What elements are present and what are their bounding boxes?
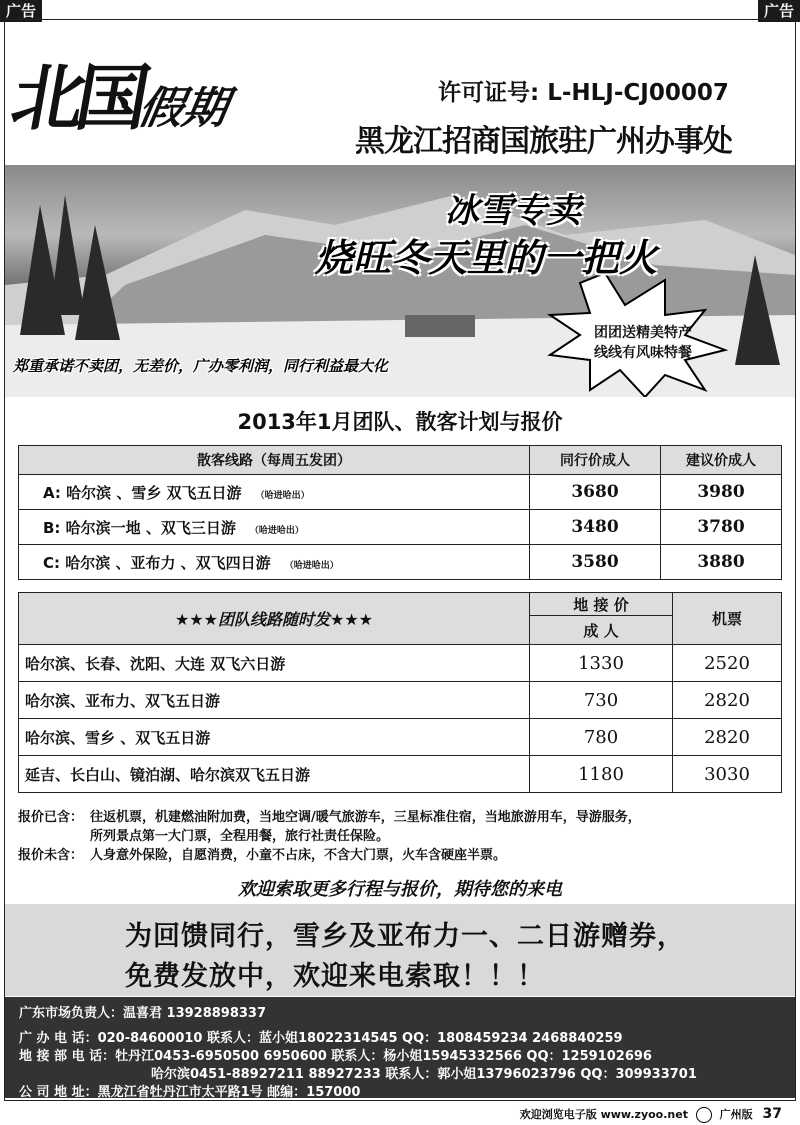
local-price: 780 <box>530 719 673 756</box>
ad-tag-right: 广告 <box>758 0 800 22</box>
page-number: 37 <box>762 1106 782 1122</box>
footer-text: 欢迎浏览电子版 www.zyoo.net <box>519 1108 688 1121</box>
scatter-price-table <box>18 445 782 580</box>
winter-banner <box>5 165 795 397</box>
table-header-row <box>19 446 782 475</box>
table-row <box>19 682 782 719</box>
route-name: B: 哈尔滨一地 、双飞三日游 <box>43 518 236 537</box>
contact-line5: 公 司 地 址：黑龙江省牡丹江市太平路1号 邮编：157000 <box>19 1085 361 1100</box>
group-price-table <box>18 592 782 793</box>
star-line2: 线线有风味特餐 <box>594 345 692 361</box>
price-inclusions <box>18 808 788 865</box>
route-note: （哈进哈出） <box>255 490 310 501</box>
local-price: 1330 <box>530 645 673 682</box>
suggested-price: 3980 <box>661 475 782 510</box>
table-header-row <box>19 593 782 616</box>
header-local-price: 地 接 价 <box>530 593 673 616</box>
local-price: 1180 <box>530 756 673 793</box>
starburst-text <box>573 323 713 363</box>
ticket-price: 2820 <box>673 682 782 719</box>
group-title: ★★★团队线路随时发★★★ <box>19 593 530 645</box>
ticket-price: 3030 <box>673 756 782 793</box>
route-name: 哈尔滨、雪乡 、双飞五日游 <box>19 719 530 756</box>
contact-line3: 地 接 部 电 话：牡丹江0453-6950500 6950600 联系人：杨小姐15945332566 QQ：1259102696 <box>19 1049 652 1064</box>
agency-name: 黑龙江招商国旅驻广州办事处 <box>355 124 732 159</box>
red-logo-icon <box>696 1107 712 1123</box>
contact-line4: 哈尔滨0451-88927211 88927233 联系人：郭小姐13796023796 QQ：309933701 <box>151 1067 697 1082</box>
page-footer <box>520 1106 782 1123</box>
brand-logo <box>5 40 239 144</box>
route-name: 延吉、长白山、镜泊湖、哈尔滨双飞五日游 <box>19 756 530 793</box>
star-line1: 团团送精美特产 <box>594 325 692 341</box>
contact-line2: 广 办 电 话：020-84600010 联系人：蓝小姐18022314545 QQ：1808459234 2468840259 <box>19 1031 623 1046</box>
header-peer-price: 同行价成人 <box>530 446 661 475</box>
welcome-text: 欢迎索取更多行程与报价，期待您的来电 <box>238 879 562 900</box>
slogan-line1: 冰雪专卖 <box>445 191 581 231</box>
table-row <box>19 756 782 793</box>
included-line1: 往返机票，机建燃油附加费，当地空调/暖气旅游车，三星标准住宿，当地旅游用车，导游服务， <box>90 810 641 825</box>
peer-price: 3580 <box>530 545 661 580</box>
local-price: 730 <box>530 682 673 719</box>
route-name: 哈尔滨、亚布力、双飞五日游 <box>19 682 530 719</box>
suggested-price: 3880 <box>661 545 782 580</box>
footer-edition: 广州版 <box>719 1108 753 1121</box>
promise-text: 郑重承诺不卖团，无差价，广办零利润，同行利益最大化 <box>13 357 389 375</box>
slogan-line2: 烧旺冬天里的一把火 <box>315 235 658 280</box>
route-name: C: 哈尔滨 、亚布力 、双飞四日游 <box>43 553 271 572</box>
gift-line1: 为回馈同行，雪乡及亚布力一、二日游赠券， <box>125 921 685 952</box>
logo-big-text: 北国 <box>5 55 149 140</box>
table-row <box>19 510 782 545</box>
route-note: （哈进哈出） <box>249 525 304 536</box>
header-ticket: 机票 <box>673 593 782 645</box>
route-name: 哈尔滨、长春、沈阳、大连 双飞六日游 <box>19 645 530 682</box>
table-row <box>19 545 782 580</box>
contact-info <box>5 997 795 1098</box>
table-row <box>19 475 782 510</box>
gift-coupon-box <box>5 904 795 996</box>
header-adult: 成 人 <box>530 616 673 645</box>
included-line2: 所列景点第一大门票，全程用餐，旅行社责任保险。 <box>90 829 390 844</box>
header-suggested-price: 建议价成人 <box>661 446 782 475</box>
gift-line2: 免费发放中，欢迎来电索取！！！ <box>125 961 545 992</box>
ticket-price: 2520 <box>673 645 782 682</box>
route-name: A: 哈尔滨 、雪乡 双飞五日游 <box>43 483 242 502</box>
excluded-label: 报价未含： <box>18 848 84 863</box>
included-label: 报价已含： <box>18 810 84 825</box>
route-note: （哈进哈出） <box>284 560 339 571</box>
excluded-line: 人身意外保险，自愿消费，小童不占床，不含大门票，火车含硬座半票。 <box>90 848 507 863</box>
ticket-price: 2820 <box>673 719 782 756</box>
logo-small-text: 假期 <box>134 83 232 134</box>
contact-line1: 广东市场负责人：温喜君 13928898337 <box>19 1006 267 1021</box>
table-row <box>19 719 782 756</box>
suggested-price: 3780 <box>661 510 782 545</box>
plan-title: 2013年1月团队、散客计划与报价 <box>237 410 563 434</box>
ad-tag-left: 广告 <box>0 0 42 22</box>
peer-price: 3480 <box>530 510 661 545</box>
peer-price: 3680 <box>530 475 661 510</box>
license-number: 许可证号: L-HLJ-CJ00007 <box>438 80 729 106</box>
table-row <box>19 645 782 682</box>
header-route: 散客线路（每周五发团） <box>19 446 530 475</box>
